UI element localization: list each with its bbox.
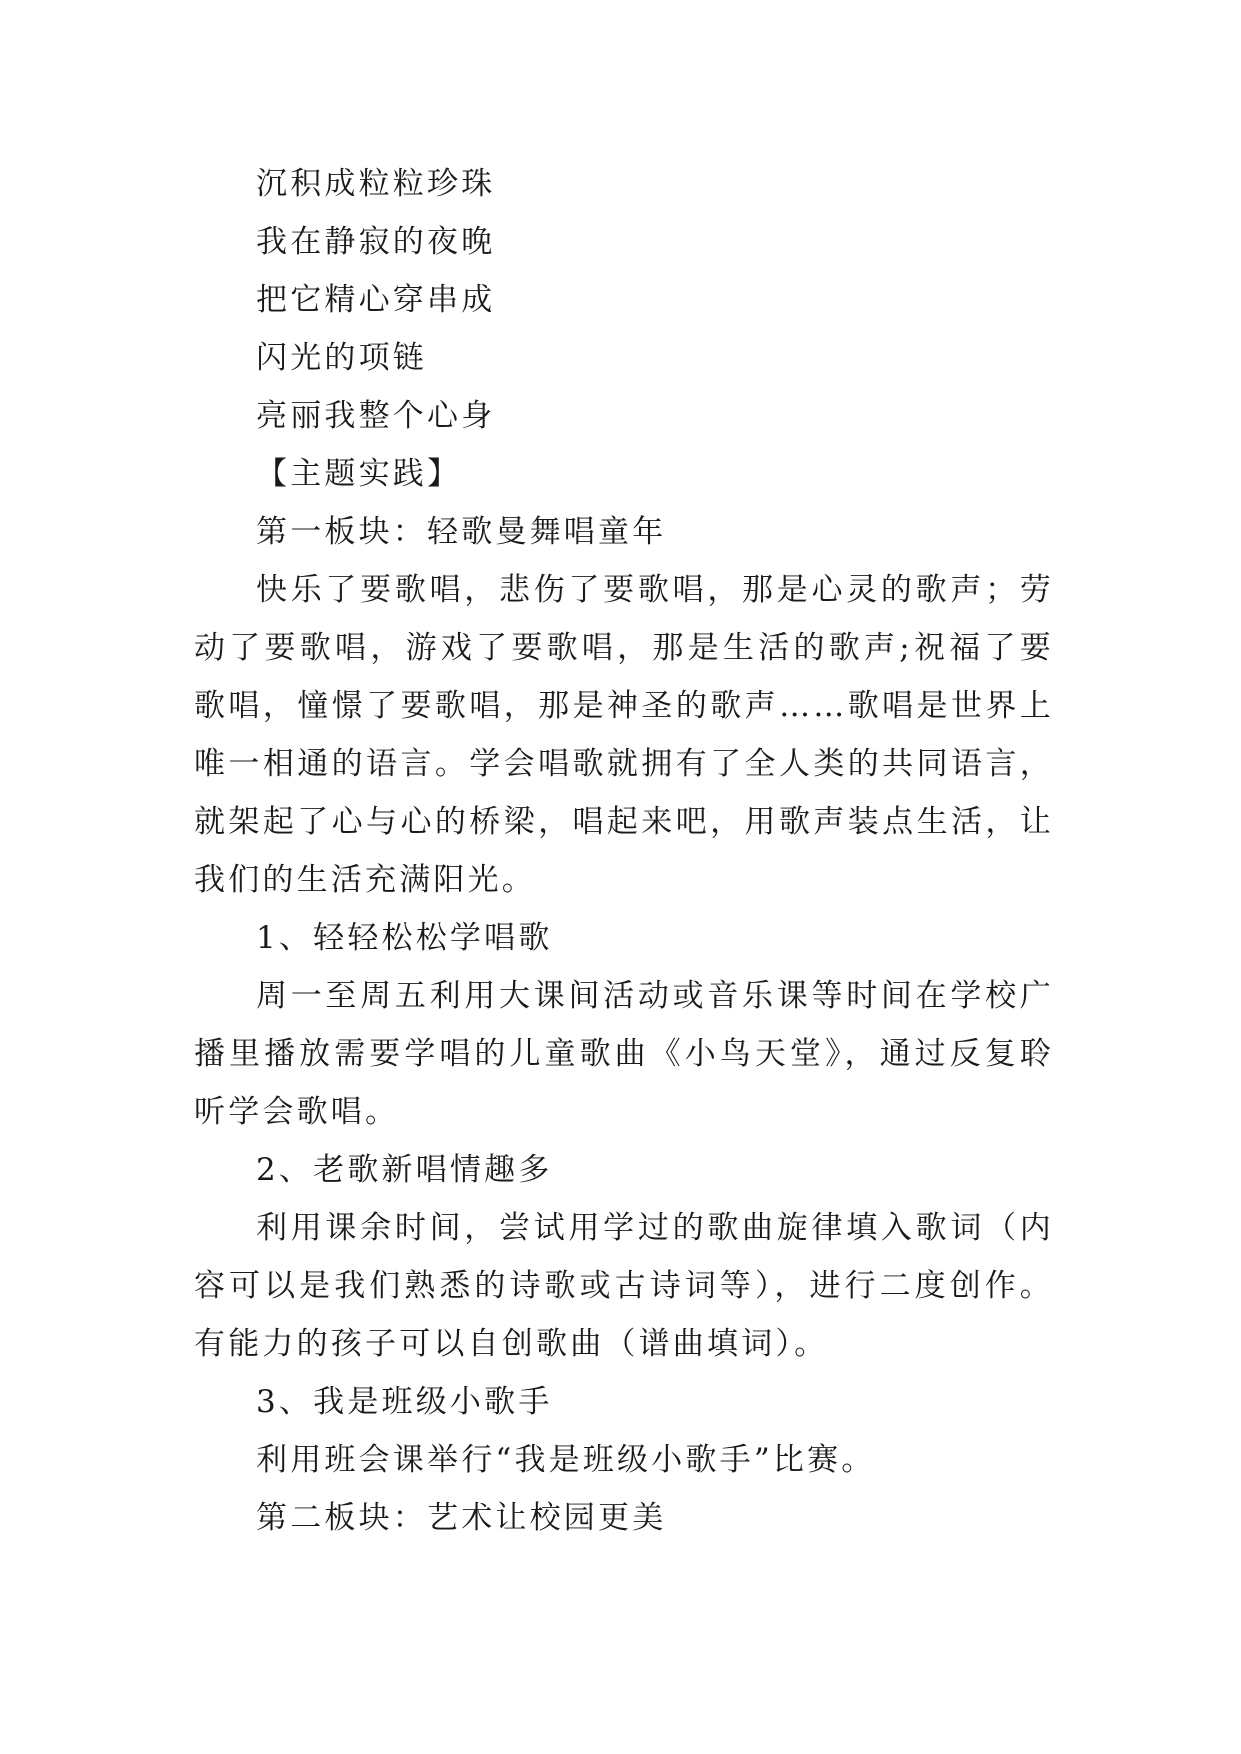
section-heading: 【主题实践】: [256, 456, 462, 492]
block1-intro-paragraph: 快乐了要歌唱，悲伤了要歌唱，那是心灵的歌声；劳动了要歌唱，游戏了要歌唱，那是生活的歌声;祝福了要歌唱，憧憬了要歌唱，那是神圣的歌声……歌唱是世界上唯一相通的语言。学会唱歌就拥有了全人类的共同语言，就架起了心与心的桥梁，唱起来吧，用歌声装点生活，让我们的生活充满阳光。: [194, 572, 1054, 898]
item-heading: 1、轻轻松松学唱歌: [256, 920, 553, 956]
item-body: 利用课余时间，尝试用学过的歌曲旋律填入歌词（内容可以是我们熟悉的诗歌或古诗词等），进行二度创作。有能力的孩子可以自创歌曲（谱曲填词）。: [194, 1210, 1054, 1362]
item-heading: 2、老歌新唱情趣多: [256, 1152, 553, 1188]
poem-line: 亮丽我整个心身: [256, 398, 496, 434]
item-body: 周一至周五利用大课间活动或音乐课等时间在学校广播里播放需要学唱的儿童歌曲《小鸟天堂》，通过反复聆听学会歌唱。: [194, 978, 1054, 1130]
block1-title: 第一板块：轻歌曼舞唱童年: [256, 514, 667, 550]
document-body: [194, 155, 1054, 1547]
poem-line: 沉积成粒粒珍珠: [256, 166, 496, 202]
poem-line: 把它精心穿串成: [256, 282, 496, 318]
block2-title: 第二板块：艺术让校园更美: [256, 1500, 667, 1536]
item-heading: 3、我是班级小歌手: [256, 1384, 553, 1420]
item-body: 利用班会课举行“我是班级小歌手”比赛。: [256, 1442, 876, 1478]
poem-line: 闪光的项链: [256, 340, 427, 376]
poem-line: 我在静寂的夜晚: [256, 224, 496, 260]
